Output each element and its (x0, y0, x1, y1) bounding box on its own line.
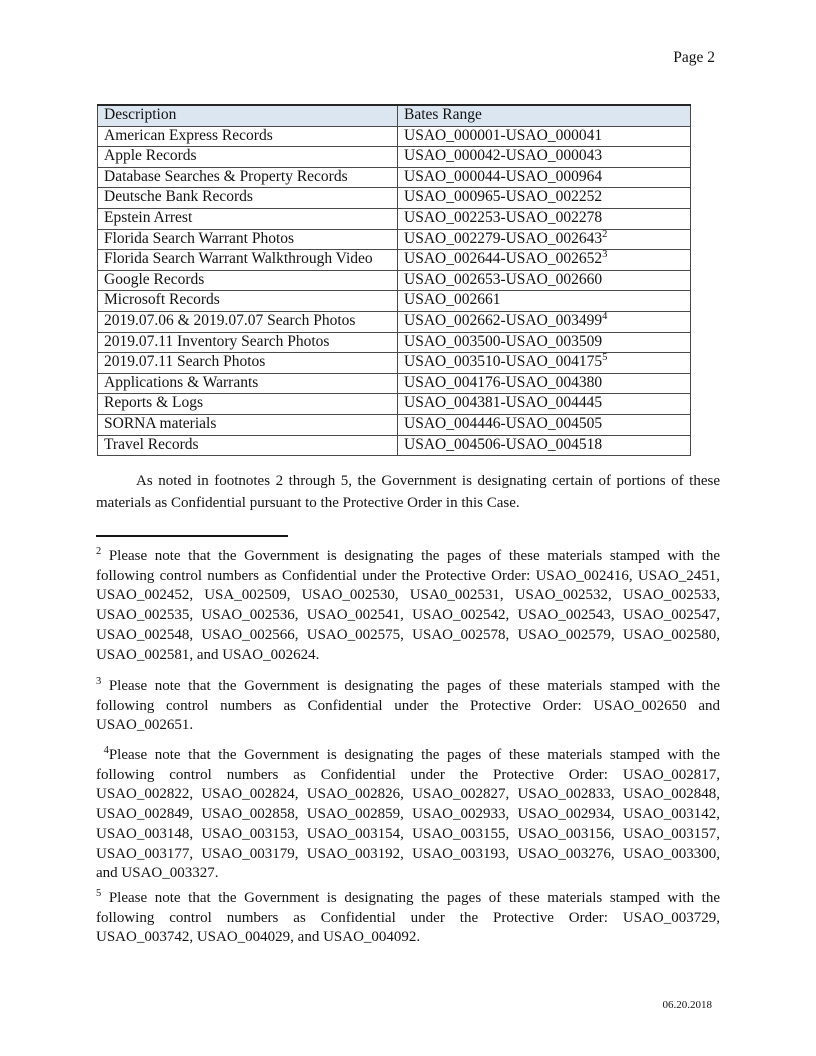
footnote-marker: 4 (103, 745, 109, 756)
footnote: $^2$ Please note that the Government is designating the pages of these materials stamped with the following control numbers as Confidential under the Protective Order: USAO_002416, USAO_2451, USAO_002452, USA_002509, USAO_002530, USA0_002531, USAO_002532, USAO_002533, USAO_002535, USAO_002536, USAO_002541, USAO_002542, USAO_002543, USAO_002547, USAO_002548, USAO_002566, USAO_002575, USAO_002578, USAO_002579, USAO_002580, USAO_002581, and USAO_002624. (96, 546, 720, 663)
description-cell: Database Searches & Property Records (98, 167, 398, 188)
bates-cell: USAO_003510-USAO_004175$^5$ (398, 353, 691, 374)
description-cell: Applications & Warrants (98, 373, 398, 394)
description-cell: Deutsche Bank Records (98, 188, 398, 209)
bates-cell: USAO_004381-USAO_004445 (398, 394, 691, 415)
footnote: $^3$ Please note that the Government is designating the pages of these materials stamped with the following control numbers as Confidential under the Protective Order: USAO_002650 and USAO_002651. (96, 676, 720, 734)
footnote-reference: 4 (602, 311, 608, 322)
description-cell: Travel Records (98, 435, 398, 456)
page-number: Page 2 (673, 49, 715, 66)
bates-cell: USAO_000001-USAO_000041 (398, 126, 691, 147)
bates-cell: USAO_002661 (398, 291, 691, 312)
header-cell-description: Description (98, 105, 398, 126)
description-cell: SORNA materials (98, 414, 398, 435)
footer-date: 06.20.2018 (662, 999, 712, 1011)
footnote: $^5$ Please note that the Government is designating the pages of these materials stamped with the following control numbers as Confidential under the Protective Order: USAO_003729, USAO_003742, USAO_004029, and USAO_004092. (96, 888, 720, 946)
description-cell: Florida Search Warrant Photos (98, 229, 398, 250)
footnote-reference: 5 (602, 352, 608, 363)
footnote-marker: 3 (96, 676, 102, 687)
description-cell: Florida Search Warrant Walkthrough Video (98, 250, 398, 271)
bates-cell: USAO_002662-USAO_003499$^4$ (398, 311, 691, 332)
bates-cell: USAO_000042-USAO_000043 (398, 147, 691, 168)
description-cell: Reports & Logs (98, 394, 398, 415)
description-cell: Apple Records (98, 147, 398, 168)
bates-cell: USAO_000965-USAO_002252 (398, 188, 691, 209)
footnote-reference: 2 (602, 229, 608, 240)
body-paragraph: As noted in footnotes 2 through 5, the Government is designating certain of portions of these materials as Confidential pursuant to the Protective Order in this Case. (96, 473, 720, 511)
bates-cell: USAO_002644-USAO_002652$^3$ (398, 250, 691, 271)
bates-cell: USAO_002279-USAO_002643$^2$ (398, 229, 691, 250)
description-cell: Epstein Arrest (98, 208, 398, 229)
footnote-marker: 2 (96, 546, 102, 557)
bates-cell: USAO_002253-USAO_002278 (398, 208, 691, 229)
header-cell-bates-range: Bates Range (398, 105, 691, 126)
description-cell: 2019.07.11 Search Photos (98, 353, 398, 374)
footnote-marker: 5 (96, 888, 102, 899)
bates-cell: USAO_004506-USAO_004518 (398, 435, 691, 456)
description-cell: 2019.07.11 Inventory Search Photos (98, 332, 398, 353)
footnote-reference: 3 (602, 249, 608, 260)
description-cell: American Express Records (98, 126, 398, 147)
bates-cell: USAO_004446-USAO_004505 (398, 414, 691, 435)
bates-cell: USAO_003500-USAO_003509 (398, 332, 691, 353)
footnote: $^4$Please note that the Government is designating the pages of these materials stamped with the following control numbers as Confidential under the Protective Order: USAO_002817, USAO_002822, USAO_002824, USAO_002826, USAO_002827, USAO_002833, USAO_002848, USAO_002849, USAO_002858, USAO_002859, USAO_002933, USAO_002934, USAO_003142, USAO_003148, USAO_003153, USAO_003154, USAO_003155, USAO_003156, USAO_003157, USAO_003177, USAO_003179, USAO_003192, USAO_003193, USAO_003276, USAO_003300, and USAO_003327. (96, 745, 720, 882)
bates-cell: USAO_000044-USAO_000964 (398, 167, 691, 188)
bates-cell: USAO_002653-USAO_002660 (398, 270, 691, 291)
bates-cell: USAO_004176-USAO_004380 (398, 373, 691, 394)
description-cell: 2019.07.06 & 2019.07.07 Search Photos (98, 311, 398, 332)
description-cell: Google Records (98, 270, 398, 291)
description-cell: Microsoft Records (98, 291, 398, 312)
